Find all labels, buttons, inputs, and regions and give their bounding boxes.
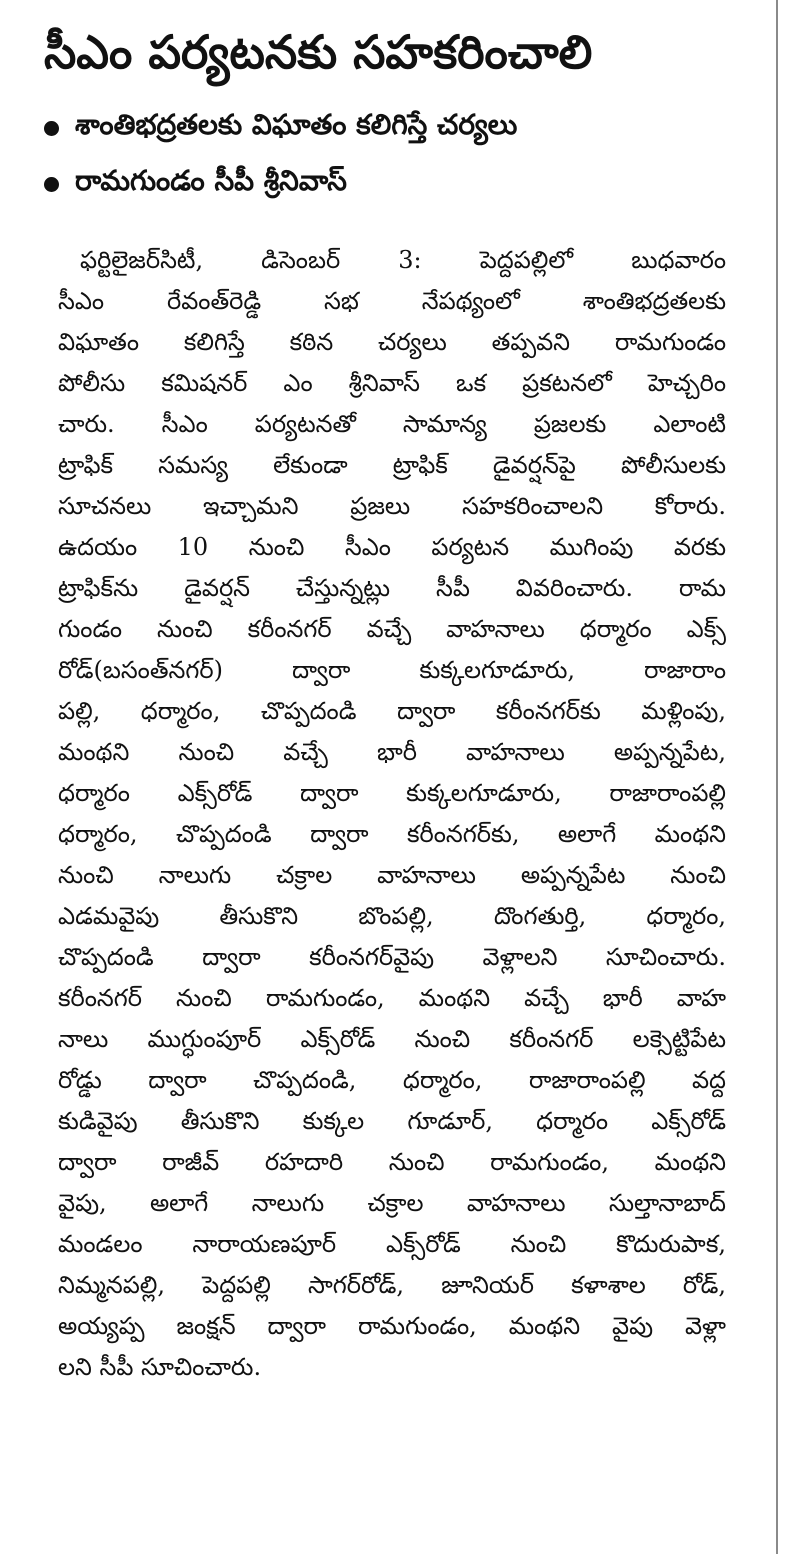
body-line: నిమ్మనపల్లి, పెద్దపల్లి సాగర్‌రోడ్, జూనియర్ కళాశాల రోడ్, — [58, 1271, 726, 1299]
body-line: సూచనలు ఇచ్చామని ప్రజలు సహకరించాలని కోరారు. — [58, 492, 726, 520]
bullet-dot-icon — [44, 177, 59, 192]
body-line: మండలం నారాయణపూర్ ఎక్స్‌రోడ్ నుంచి కొదురుపాక, — [58, 1230, 726, 1258]
subheadline-bullets — [44, 100, 764, 212]
subheadline-text: శాంతిభద్రతలకు విఘాతం కలిగిస్తే చర్యలు — [75, 108, 518, 141]
body-line: పోలీసు కమిషనర్ ఎం శ్రీనివాస్ ఒక ప్రకటనలో హెచ్చరిం — [58, 369, 726, 397]
body-line: వైపు, అలాగే నాలుగు చక్రాల వాహనాలు సుల్తానాబాద్ — [58, 1189, 726, 1217]
headline: సీఎం పర్యటనకు సహకరించాలి — [44, 25, 593, 79]
body-line: ట్రాఫిక్ సమస్య లేకుండా ట్రాఫిక్ డైవర్షన్‌పై పోలీసులకు — [58, 451, 726, 479]
body-line: సీఎం రేవంత్‌రెడ్డి సభ నేపథ్యంలో శాంతిభద్రతలకు — [58, 287, 726, 315]
body-line: నాలు ముగ్ధుంపూర్ ఎక్స్‌రోడ్ నుంచి కరీంనగర్ లక్సెట్టిపేట — [58, 1025, 726, 1053]
article-body — [58, 240, 726, 1388]
subheadline-bullet — [44, 100, 764, 156]
body-line: ట్రాఫిక్‌ను డైవర్షన్ చేస్తున్నట్లు సీపీ వివరించారు. రామ — [58, 574, 726, 602]
body-line: రోడ్(బసంత్‌నగర్) ద్వారా కుక్కలగూడూరు, రాజారాం — [58, 656, 726, 684]
body-line: విఘాతం కలిగిస్తే కఠిన చర్యలు తప్పవని రామగుండం — [58, 328, 726, 356]
body-line: కుడివైపు తీసుకొని కుక్కల గూడూర్, ధర్మారం ఎక్స్‌రోడ్ — [58, 1107, 726, 1135]
body-line: నుంచి నాలుగు చక్రాల వాహనాలు అప్పన్నపేట నుంచి — [58, 861, 726, 889]
column-rule — [776, 0, 778, 1554]
subheadline-bullet — [44, 156, 764, 212]
subheadline-text: రామగుండం సీపీ శ్రీనివాస్ — [75, 164, 347, 197]
bullet-dot-icon — [44, 121, 59, 136]
body-line: చారు. సీఎం పర్యటనతో సామాన్య ప్రజలకు ఎలాంటి — [58, 410, 726, 438]
body-line: లని సీపీ సూచించారు. — [58, 1353, 262, 1381]
body-line: కరీంనగర్ నుంచి రామగుండం, మంథని వచ్చే భారీ వాహ — [58, 984, 726, 1012]
body-line: గుండం నుంచి కరీంనగర్ వచ్చే వాహనాలు ధర్మారం ఎక్స్ — [58, 615, 726, 643]
body-line: ఫర్టిలైజర్‌సిటీ, డిసెంబర్ 3: పెద్దపల్లిలో బుధవారం — [80, 246, 726, 274]
body-line: ధర్మారం ఎక్స్‌రోడ్ ద్వారా కుక్కలగూడూరు, రాజారాంపల్లి — [58, 779, 726, 807]
body-line: ద్వారా రాజీవ్ రహదారి నుంచి రామగుండం, మంథని — [58, 1148, 726, 1176]
body-line: పల్లి, ధర్మారం, చొప్పదండి ద్వారా కరీంనగర్‌కు మళ్లింపు, — [58, 697, 726, 725]
body-line: అయ్యప్ప జంక్షన్ ద్వారా రామగుండం, మంథని వైపు వెళ్లా — [58, 1312, 726, 1340]
body-line: మంథని నుంచి వచ్చే భారీ వాహనాలు అప్పన్నపేట, — [58, 738, 726, 766]
body-line: రోడ్డు ద్వారా చొప్పదండి, ధర్మారం, రాజారాంపల్లి వద్ద — [58, 1066, 726, 1094]
body-line: ధర్మారం, చొప్పదండి ద్వారా కరీంనగర్‌కు, అలాగే మంథని — [58, 820, 726, 848]
body-line: ఉదయం 10 నుంచి సీఎం పర్యటన ముగింపు వరకు — [58, 533, 726, 561]
body-line: ఎడమవైపు తీసుకొని బొంపల్లి, దొంగతుర్తి, ధర్మారం, — [58, 902, 726, 930]
body-line: చొప్పదండి ద్వారా కరీంనగర్‌వైపు వెళ్లాలని సూచించారు. — [58, 943, 726, 971]
